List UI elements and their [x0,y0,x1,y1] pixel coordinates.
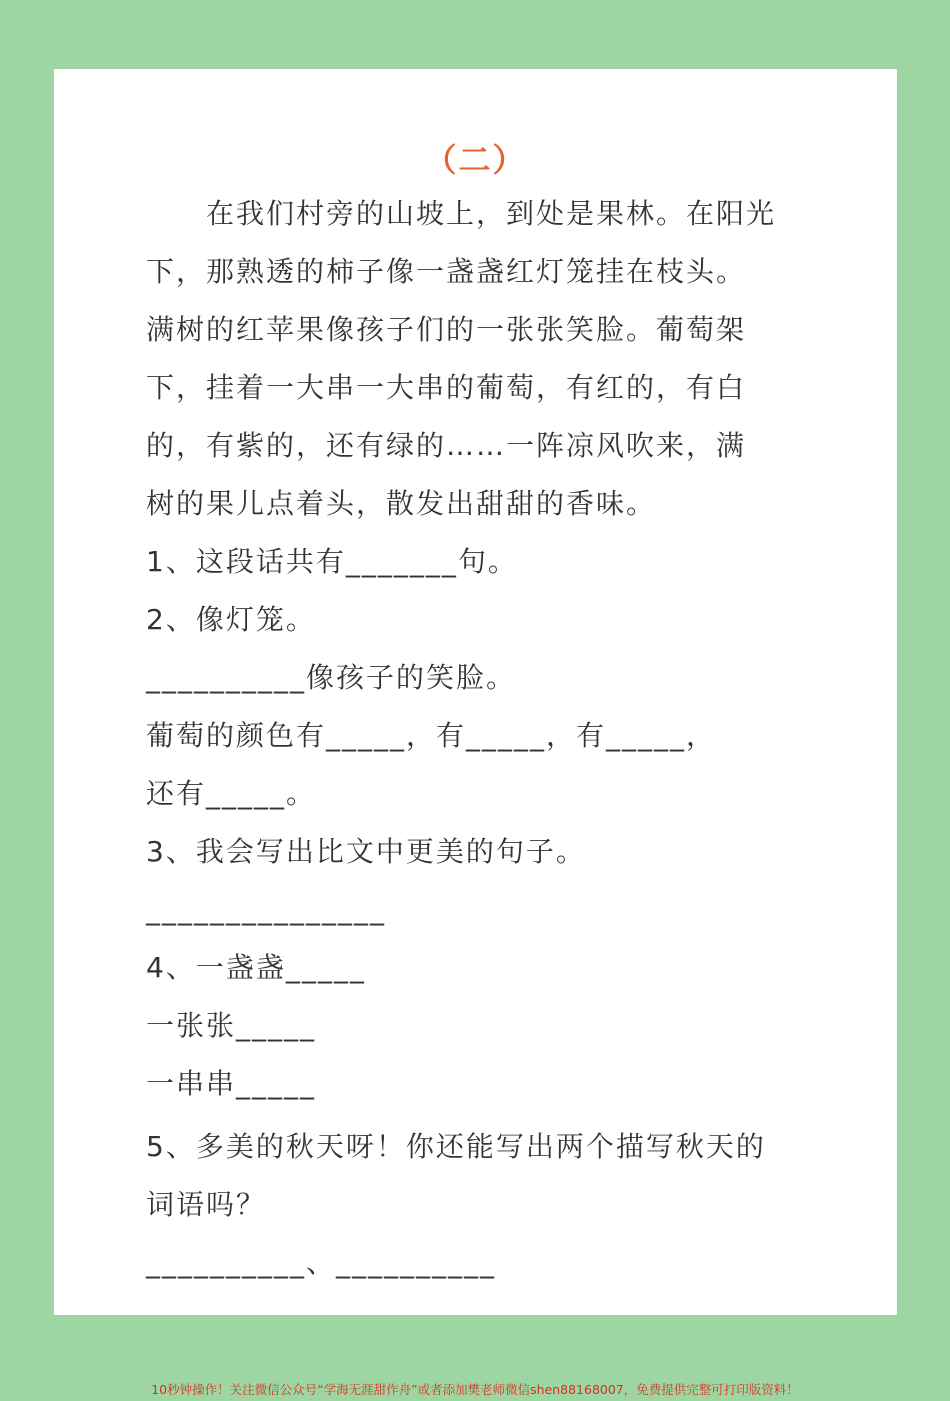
question-2-colors-cont: 还有_____。 [146,777,317,810]
question-3-answer-line: _______________ [146,893,386,926]
footer-promo-text: 10秒钟操作！关注微信公众号“学海无涯甜作舟”或者添加樊老师微信shen88168007，免费提供完整可打印版资料！ [151,1382,799,1397]
section-title: （二） [424,141,527,179]
passage-line-6: 树的果儿点着头，散发出甜甜的香味。 [146,487,657,520]
passage-line-5: 的，有紫的，还有绿的……一阵凉风吹来，满 [146,429,747,462]
question-5: 5、多美的秋天呀！你还能写出两个描写秋天的 [146,1130,766,1163]
passage-line-1: 在我们村旁的山坡上，到处是果林。在阳光 [146,197,777,230]
passage-line-4: 下，挂着一大串一大串的葡萄，有红的，有白 [146,371,747,404]
question-4-item-1: 4、一盏盏_____ [146,951,366,984]
passage-line-2: 下，那熟透的柿子像一盏盏红灯笼挂在枝头。 [146,255,747,288]
question-5-cont: 词语吗？ [146,1188,267,1221]
question-3: 3、我会写出比文中更美的句子。 [146,835,586,868]
question-2-line-2: __________像孩子的笑脸。 [146,661,517,694]
question-2: 2、像灯笼。 [146,603,316,636]
question-2-colors: 葡萄的颜色有_____，有_____，有_____， [146,719,717,752]
question-4-item-3: 一串串_____ [146,1067,317,1100]
question-5-answer-lines: __________、__________ [146,1246,497,1279]
question-1: 1、这段话共有_______句。 [146,545,518,578]
passage-line-3: 满树的红苹果像孩子们的一张张笑脸。葡萄架 [146,313,747,346]
worksheet-page [54,69,897,1315]
question-4-item-2: 一张张_____ [146,1009,317,1042]
